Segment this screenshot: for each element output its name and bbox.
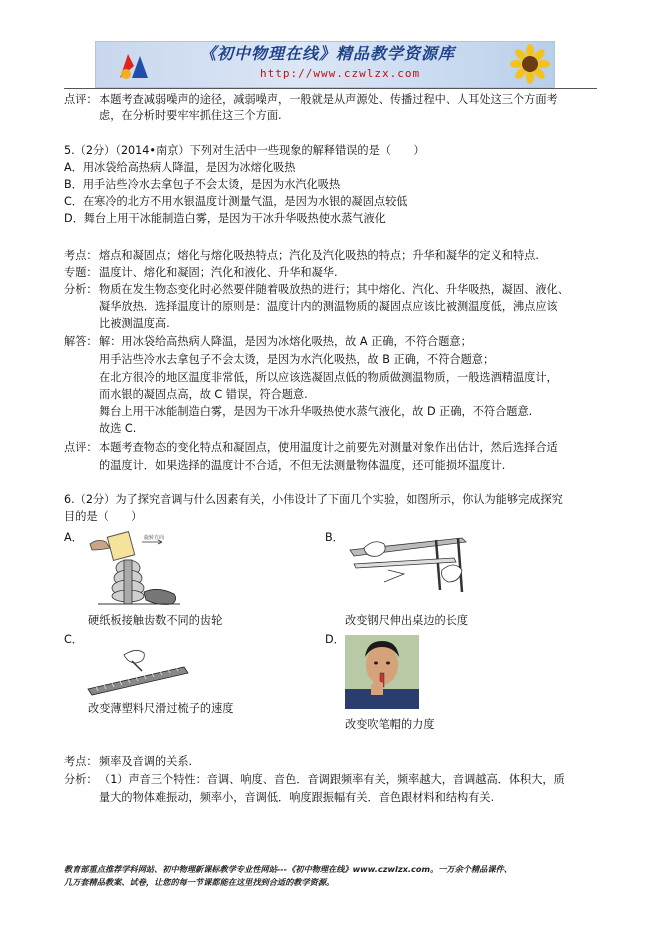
header-banner [95, 41, 555, 88]
q5-option-b: B．用手沾些冷水去拿包子不会太烫，是因为水汽化吸热 [64, 178, 341, 191]
page-footer [64, 863, 624, 889]
q6-kaodian-label: 考点： [64, 755, 98, 768]
q5-dianping-label: 点评： [64, 441, 98, 454]
review-line-1: 本题考查减弱噪声的途径，减弱噪声，一般就是从声源处、传播过程中、人耳处这三个方面考 [99, 93, 558, 106]
q5-fenxi-2: 凝华放热．选择温度计的原则是：温度计内的测温物质的凝固点应该比被测温度低，沸点应该 [99, 300, 558, 313]
fig-a-direction-label: 旋转方向 [144, 535, 165, 541]
q6-kaodian: 频率及音调的关系. [99, 755, 193, 768]
header-divider [64, 88, 597, 89]
q5-kaodian-label: 考点： [64, 249, 98, 262]
q5-jieda-6: 故选 C. [99, 422, 137, 435]
q5-option-a: A．用冰袋给高热病人降温，是因为冰熔化吸热 [64, 161, 296, 174]
q5-option-c: C．在寒冷的北方不用水银温度计测量气温，是因为水银的凝固点较低 [64, 195, 408, 208]
q6-stem-1: 6.（2分）为了探究音调与什么因素有关，小伟设计了下面几个实验，如图所示，你认为能够完成探究 [64, 493, 563, 506]
q5-fenxi-3: 比被测温度高. [99, 317, 170, 330]
q5-stem: 5.（2分）（2014•南京）下列对生活中一些现象的解释错误的是（ ） [64, 144, 425, 157]
steel-ruler-figure [344, 530, 474, 610]
review-label: 点评： [64, 93, 98, 106]
comb-ruler-figure [84, 645, 194, 697]
banner-title: 《初中物理在线》精品教学资源库 [200, 44, 456, 63]
gear-cardboard-figure [88, 530, 188, 610]
q6-option-a-letter: A． [64, 531, 83, 544]
q6-option-b-caption: 改变钢尺伸出桌边的长度 [345, 614, 469, 627]
q5-zhuanti: 温度计、熔化和凝固；汽化和液化、升华和凝华. [99, 266, 338, 279]
boy-blowing-pen-cap-photo [345, 635, 419, 709]
q6-option-d-letter: D． [325, 633, 345, 646]
q5-kaodian: 熔点和凝固点；熔化与熔化吸热特点；汽化及汽化吸热的特点；升华和凝华的定义和特点. [99, 249, 539, 262]
q5-dianping-1: 本题考查物态的变化特点和凝固点，使用温度计之前要先对测量对象作出估计，然后选择合适 [99, 441, 558, 454]
q6-fenxi-1: （1）声音三个特性：音调、响度、音色．音调跟频率有关，频率越大，音调越高．体积大，质 [99, 773, 565, 786]
site-logo-icon [114, 48, 154, 82]
q5-jieda-3: 在北方很冷的地区温度非常低，所以应该选凝固点低的物质做测温物质，一般选酒精温度计， [99, 371, 558, 384]
q5-fenxi-label: 分析： [64, 283, 98, 296]
q6-option-c-caption: 改变薄塑料尺滑过梳子的速度 [88, 702, 234, 715]
q5-dianping-2: 的温度计．如果选择的温度计不合适，不但无法测量物体温度，还可能损坏温度计. [99, 459, 506, 472]
q6-option-a-caption: 硬纸板接触齿数不同的齿轮 [88, 614, 223, 627]
q6-fenxi-label: 分析： [64, 773, 98, 786]
footer-line-2: 几万套精品教案、试卷，让您的每一节课都能在这里找到合适的教学资源。 [64, 877, 335, 887]
q6-fenxi-2: 量大的物体难振动，频率小，音调低．响度跟振幅有关．音色跟材料和结构有关. [99, 791, 495, 804]
footer-line-1: 教育部重点推荐学科网站、初中物理新课标教学专业性网站---《初中物理在线》www.czwlzx.com。一万余个精品课件、 [64, 864, 512, 874]
q5-fenxi-1: 物质在发生物态变化时必然要伴随着吸放热的进行；其中熔化、汽化、升华吸热，凝固、液化、 [99, 283, 569, 296]
q5-zhuanti-label: 专题： [64, 266, 98, 279]
q6-option-c-letter: C． [64, 633, 83, 646]
q5-jieda-4: 而水银的凝固点高，故 C 错误，符合题意. [99, 388, 308, 401]
q5-jieda-5: 舞台上用干冰能制造白雾，是因为干冰升华吸热使水蒸气液化，故 D 正确，不符合题意. [99, 405, 533, 418]
q6-option-b-letter: B． [325, 531, 344, 544]
q5-jieda-1: 解：用冰袋给高热病人降温，是因为冰熔化吸热，故 A 正确，不符合题意； [99, 335, 472, 348]
banner-url[interactable]: http://www.czwlzx.com [260, 67, 421, 80]
q5-jieda-label: 解答： [64, 335, 98, 348]
q6-stem-2: 目的是（ ） [64, 510, 143, 523]
q5-jieda-2: 用手沾些冷水去拿包子不会太烫，是因为水汽化吸热，故 B 正确，不符合题意； [99, 353, 495, 366]
sunflower-icon [510, 44, 550, 84]
q5-option-d: D．舞台上用干冰能制造白雾，是因为干冰升华吸热使水蒸气液化 [64, 212, 386, 225]
review-line-2: 虑，在分析时要牢牢抓住这三个方面. [99, 109, 282, 122]
q6-option-d-caption: 改变吹笔帽的力度 [345, 718, 435, 731]
